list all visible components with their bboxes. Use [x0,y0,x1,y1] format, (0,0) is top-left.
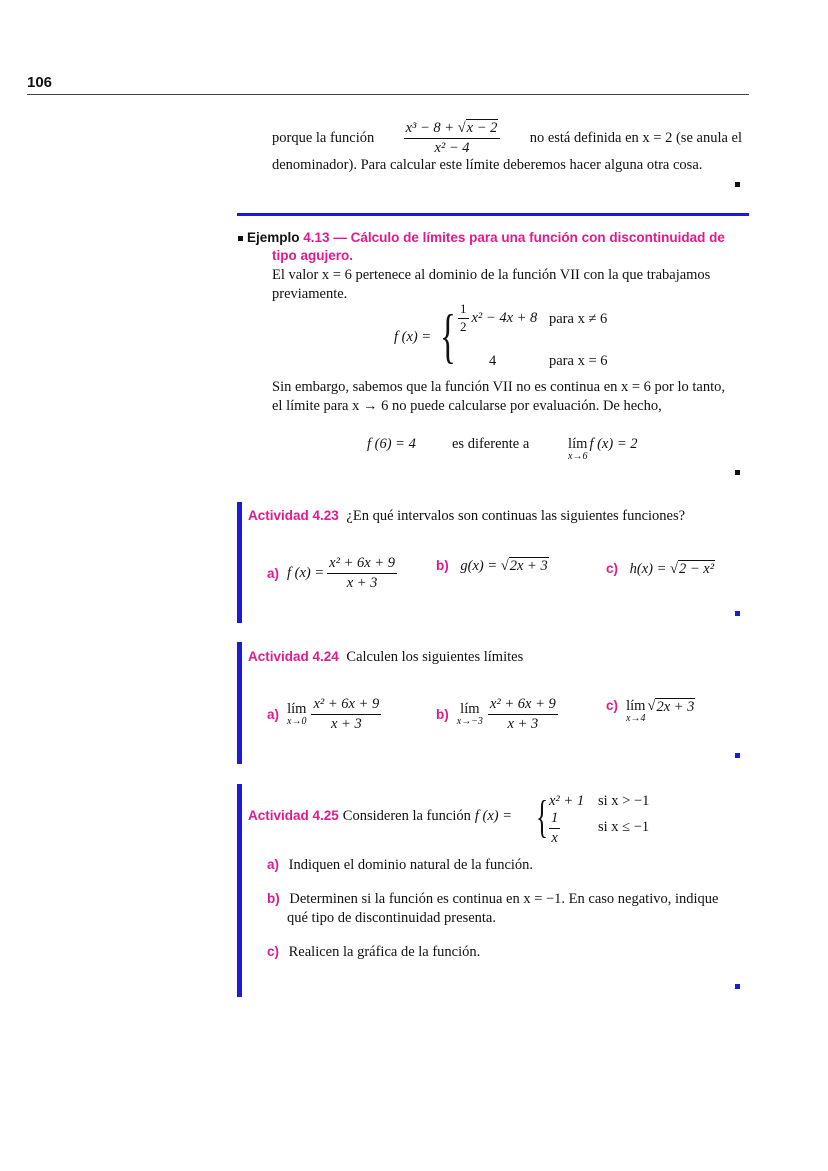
actividad-424-item-a: a) lím x→0 $\frac{\text{x² + 6x + 9}}{x + 3}$ [267,696,380,732]
ejemplo-differs: es diferente a [452,436,530,452]
ejemplo-lim-expr: f (x) = 2 [589,436,638,452]
intro-text-before: porque la función [272,129,375,146]
actividad-423-question: ¿En qué intervalos son continuas las siguientes funciones? [346,508,686,524]
actividad-425-label: Actividad 4.25 [248,808,339,823]
ejemplo-paragraph-1-line-1: El valor x = 6 pertenece al dominio de la función VII con la que trabajamos [272,267,711,283]
actividad-423-a-fraction: $\frac{\text{x² + 6x + 9}}{x + 3}$ [329,555,395,591]
intro-line-2: denominador). Para calcular este límite deberemos hacer alguna otra cosa. [272,157,703,173]
ejemplo-lim-operator: lím x→6 [568,436,588,462]
ejemplo-left-brace: { [440,303,456,369]
actividad-424-b-lim: lím x→−3 [456,701,483,728]
page-number: 106 [27,74,53,91]
intro-fraction [404,120,501,156]
ejemplo-bullet-icon [238,236,243,241]
actividad-424-c-lim: lím x→4 [626,698,646,724]
ejemplo-case-1-expr: x² − 4x + 8 [471,309,538,326]
actividad-424-a-fraction: $\frac{\text{x² + 6x + 9}}{x + 3}$ [313,696,380,732]
ejemplo-limit [568,436,637,462]
ejemplo-f6: f (6) = 4 [367,436,416,452]
actividad-425-left-brace: { [536,791,549,842]
actividad-425-case-2 [549,810,560,846]
ejemplo-paragraph-2-line-1: Sin embargo, sabemos que la función VII no es continua en x = 6 por lo tanto, [272,379,726,395]
intro-line-1 [272,120,742,156]
ejemplo-paragraph-1-line-2: previamente. [272,286,348,302]
actividad-425-case-2-condition: si x ≤ −1 [598,819,650,835]
ejemplo-title: — Cálculo de límites para una función con discontinuidad de [333,230,725,245]
actividad-423-label: Actividad 4.23 [248,508,339,523]
actividad-424-item-c: c) lím x→4 √ 2x + 3 [606,698,695,724]
actividad-425-bar [237,784,242,997]
intro-fraction-numerator: x³ − 8 + √x − 2 [404,120,501,139]
actividad-425-item-a: a) Indiquen el dominio natural de la función. [267,857,534,873]
ejemplo-case-1 [455,302,537,335]
header-rule [27,94,749,95]
actividad-424-question: Calculen los siguientes límites [346,649,524,665]
end-mark-actividad-423 [735,611,740,616]
actividad-425-item-b: b) Determinen si la función es continua en x = −1. En caso negativo, indique [267,891,719,907]
actividad-423-header [248,508,685,525]
ejemplo-case-2-condition: para x = 6 [549,353,608,369]
actividad-424-a-lim: lím x→0 [287,701,307,728]
ejemplo-case-1-condition: para x ≠ 6 [549,311,608,327]
actividad-423-bar [237,502,242,623]
end-mark-ejemplo [735,470,740,475]
ejemplo-case-1-coef: $\frac{1}{2}$ [460,301,467,334]
actividad-424-header [248,649,523,666]
actividad-425-case-1: x² + 1 [549,793,585,809]
intro-fraction-denominator: x² − 4 [434,139,470,156]
end-mark-actividad-424 [735,753,740,758]
actividad-423-a-lhs: f (x) = [287,564,325,581]
ejemplo-prefix: Ejemplo [247,230,300,245]
intro-text-after: no está definida en x = 2 (se anula el [529,129,742,146]
actividad-425-fx: f (x) = [474,808,513,824]
actividad-424-item-b: b) lím x→−3 $\frac{\text{x² + 6x + 9}}{x + 3}$ [436,696,556,732]
end-mark-intro [735,182,740,187]
ejemplo-fx-label: f (x) = [394,329,432,345]
actividad-425-item-b-line-2: qué tipo de discontinuidad presenta. [287,910,496,926]
actividad-424-b-fraction: $\frac{\text{x² + 6x + 9}}{x + 3}$ [489,696,556,732]
ejemplo-paragraph-2-line-2: el límite para x → 6 no puede calcularse por evaluación. De hecho, [272,398,662,414]
actividad-425-item-c: c) Realicen la gráfica de la función. [267,944,481,960]
actividad-425-case-2-fraction: $\frac{1}{x}$ [551,810,559,846]
actividad-424-bar [237,642,242,764]
ejemplo-title-line-1 [238,230,725,245]
ejemplo-top-rule [237,213,749,216]
actividad-425-header [248,808,512,825]
end-mark-actividad-425 [735,984,740,989]
actividad-423-item-b: b) g(x) = √2x + 3 [436,558,548,574]
actividad-423-item-a: a) f (x) = $\frac{\text{x² + 6x + 9}}{x + 3}$ [267,555,395,591]
actividad-425-case-1-condition: si x > −1 [598,793,650,809]
ejemplo-case-2-value: 4 [489,353,497,369]
actividad-423-item-c: c) h(x) = √2 − x² [606,561,715,577]
actividad-425-intro: Consideren la función [342,808,471,824]
ejemplo-title-line-2: tipo agujero. [272,248,353,263]
ejemplo-number: 4.13 [303,230,330,245]
actividad-424-label: Actividad 4.24 [248,649,339,664]
